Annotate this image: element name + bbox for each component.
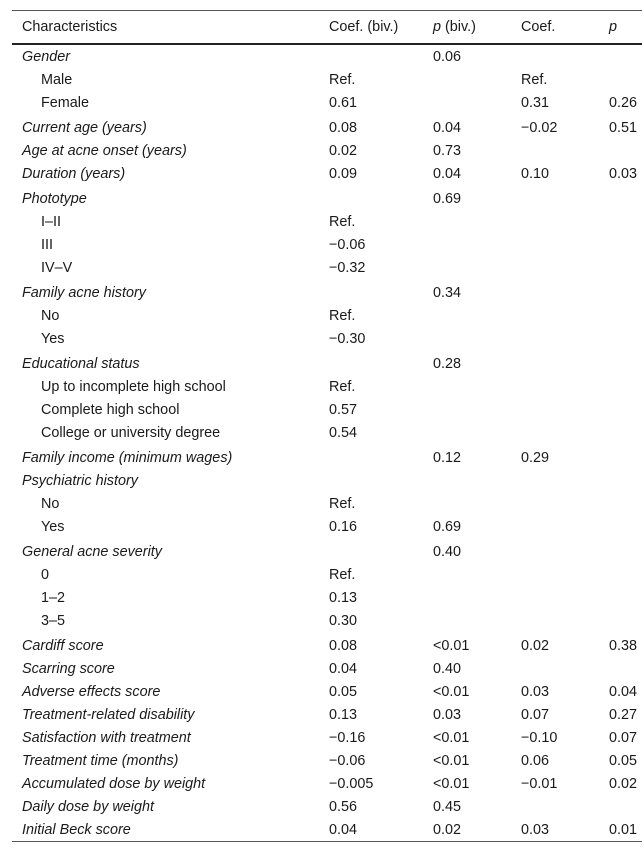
table-row (12, 749, 642, 772)
cell-characteristic: Current age (years) (22, 119, 147, 136)
cell-coef-bivariate: 0.57 (329, 401, 358, 418)
cell-characteristic: I–II (41, 213, 61, 230)
cell-coef-bivariate: −0.06 (329, 236, 366, 253)
cell-coef (511, 304, 599, 327)
cell-p-bivariate: 0.34 (433, 284, 462, 301)
table-row (12, 657, 642, 680)
cell-coef (511, 327, 599, 350)
cell-characteristic: Educational status (22, 355, 140, 372)
cell-coef-bivariate: Ref. (329, 307, 356, 324)
table-row (12, 538, 642, 563)
cell-p (599, 44, 642, 68)
cell-p-bivariate (423, 375, 511, 398)
cell-characteristic: 0 (41, 566, 50, 583)
cell-characteristic: Yes (41, 518, 65, 535)
cell-p: 0.07 (609, 729, 638, 746)
cell-p-bivariate (423, 210, 511, 233)
cell-characteristic: Age at acne onset (years) (22, 142, 187, 159)
cell-coef-bivariate: 0.16 (329, 518, 358, 535)
cell-p-bivariate (423, 327, 511, 350)
cell-p (599, 68, 642, 91)
table-row (12, 398, 642, 421)
cell-characteristic: Complete high school (41, 401, 180, 418)
cell-p: 0.02 (609, 775, 638, 792)
cell-p-bivariate: <0.01 (433, 775, 470, 792)
cell-coef-bivariate: 0.56 (329, 798, 358, 815)
cell-p-bivariate: 0.12 (433, 449, 462, 466)
cell-coef: 0.06 (521, 752, 550, 769)
cell-characteristic: III (41, 236, 53, 253)
cell-characteristic: Psychiatric history (22, 472, 138, 489)
table-row (12, 139, 642, 162)
cell-coef (511, 586, 599, 609)
table-row (12, 162, 642, 185)
cell-p (599, 421, 642, 444)
table-row (12, 680, 642, 703)
cell-coef (511, 233, 599, 256)
table-row (12, 256, 642, 279)
cell-p-bivariate: 0.40 (433, 543, 462, 560)
cell-p-bivariate (423, 68, 511, 91)
cell-characteristic: Treatment time (months) (22, 752, 179, 769)
cell-p (599, 492, 642, 515)
cell-p-bivariate: <0.01 (433, 752, 470, 769)
cell-coef (511, 609, 599, 632)
cell-p (599, 469, 642, 492)
cell-coef: 0.07 (521, 706, 550, 723)
cell-p-bivariate: 0.02 (423, 818, 511, 842)
cell-coef-bivariate: 0.08 (329, 637, 358, 654)
table-row (12, 304, 642, 327)
cell-characteristic: Yes (41, 330, 65, 347)
cell-p-bivariate: <0.01 (433, 637, 470, 654)
cell-coef-bivariate: Ref. (329, 213, 356, 230)
cell-coef: 0.29 (521, 449, 550, 466)
cell-coef (511, 538, 599, 563)
cell-characteristic: College or university degree (41, 424, 221, 441)
cell-characteristic: Family income (minimum wages) (22, 449, 233, 466)
table-header-row (12, 11, 642, 45)
cell-p-bivariate (423, 469, 511, 492)
cell-p-bivariate (423, 586, 511, 609)
cell-p (599, 279, 642, 304)
cell-p-bivariate (423, 398, 511, 421)
cell-coef (511, 44, 599, 68)
table-row (12, 114, 642, 139)
cell-p (599, 609, 642, 632)
cell-coef-bivariate (319, 444, 423, 469)
header-p (599, 11, 642, 45)
table-row (12, 469, 642, 492)
cell-coef-bivariate: 0.09 (329, 165, 358, 182)
cell-characteristic: Daily dose by weight (22, 798, 154, 815)
table-row (12, 185, 642, 210)
header-p-bivariate-suffix: (biv.) (441, 19, 476, 35)
cell-coef-bivariate (319, 538, 423, 563)
cell-coef-bivariate (319, 350, 423, 375)
cell-p-bivariate: 0.73 (433, 142, 462, 159)
results-table-container (12, 10, 642, 842)
cell-p: 0.04 (609, 683, 638, 700)
cell-p-bivariate (423, 421, 511, 444)
cell-coef (511, 795, 599, 818)
cell-p-bivariate (423, 91, 511, 114)
cell-p-bivariate: 0.04 (433, 165, 462, 182)
cell-characteristic: Treatment-related disability (22, 706, 195, 723)
cell-p (599, 350, 642, 375)
cell-p-bivariate: <0.01 (433, 729, 470, 746)
table-row (12, 375, 642, 398)
cell-p-bivariate: 0.40 (433, 660, 462, 677)
cell-coef-bivariate: 0.13 (329, 589, 358, 606)
cell-characteristic: Duration (years) (22, 165, 126, 182)
header-coef: Coef. (511, 11, 599, 45)
table-row (12, 772, 642, 795)
cell-p (599, 139, 642, 162)
cell-coef: Ref. (521, 71, 548, 88)
cell-coef: −0.10 (521, 729, 558, 746)
cell-p: 0.01 (599, 818, 642, 842)
table-row (12, 327, 642, 350)
cell-coef-bivariate: 0.04 (319, 818, 423, 842)
cell-p (599, 657, 642, 680)
table-row (12, 279, 642, 304)
cell-coef (511, 515, 599, 538)
table-row (12, 703, 642, 726)
cell-p-bivariate: <0.01 (433, 683, 470, 700)
table-row (12, 492, 642, 515)
cell-p: 0.27 (609, 706, 638, 723)
cell-coef-bivariate: Ref. (329, 566, 356, 583)
cell-coef-bivariate: 0.30 (329, 612, 358, 629)
table-row (12, 68, 642, 91)
cell-coef: 0.02 (521, 637, 550, 654)
cell-coef-bivariate: −0.005 (329, 775, 374, 792)
cell-characteristic: Gender (22, 48, 70, 65)
cell-p-bivariate: 0.06 (433, 48, 462, 65)
cell-p: 0.03 (609, 165, 638, 182)
cell-characteristic: Phototype (22, 190, 87, 207)
cell-coef (511, 492, 599, 515)
cell-coef-bivariate: −0.30 (329, 330, 366, 347)
cell-coef (511, 469, 599, 492)
cell-p-bivariate (423, 609, 511, 632)
cell-p (599, 327, 642, 350)
cell-coef-bivariate: −0.06 (329, 752, 366, 769)
cell-coef-bivariate: Ref. (329, 495, 356, 512)
cell-coef-bivariate (319, 185, 423, 210)
cell-coef (511, 139, 599, 162)
cell-p: 0.51 (609, 119, 638, 136)
header-p-bivariate-letter: p (433, 19, 442, 35)
cell-coef: 0.31 (521, 94, 550, 111)
cell-coef-bivariate: Ref. (329, 378, 356, 395)
cell-p (599, 515, 642, 538)
cell-coef (511, 256, 599, 279)
cell-coef: −0.02 (521, 119, 558, 136)
cell-p-bivariate: 0.69 (433, 518, 462, 535)
cell-coef (511, 279, 599, 304)
cell-characteristic: IV–V (41, 259, 73, 276)
cell-p: 0.38 (609, 637, 638, 654)
cell-characteristic: Up to incomplete high school (41, 378, 226, 395)
cell-p-bivariate (423, 233, 511, 256)
table-row (12, 818, 642, 842)
cell-p (599, 586, 642, 609)
header-characteristics: Characteristics (12, 11, 319, 45)
table-row (12, 609, 642, 632)
cell-coef (511, 657, 599, 680)
header-p-letter: p (609, 19, 618, 35)
cell-p-bivariate (423, 256, 511, 279)
cell-coef: −0.01 (521, 775, 558, 792)
table-row (12, 91, 642, 114)
cell-coef-bivariate: 0.08 (329, 119, 358, 136)
cell-p (599, 795, 642, 818)
cell-characteristic: Initial Beck score (12, 818, 319, 842)
cell-p (599, 304, 642, 327)
cell-coef-bivariate: Ref. (329, 71, 356, 88)
cell-p (599, 256, 642, 279)
cell-p (599, 563, 642, 586)
cell-p (599, 398, 642, 421)
table-row (12, 795, 642, 818)
table-row (12, 210, 642, 233)
table-row (12, 444, 642, 469)
cell-characteristic: Family acne history (22, 284, 146, 301)
cell-coef-bivariate: 0.04 (329, 660, 358, 677)
cell-characteristic: Adverse effects score (22, 683, 161, 700)
table-row (12, 563, 642, 586)
table-row (12, 632, 642, 657)
table-body (12, 44, 642, 842)
cell-characteristic: 1–2 (41, 589, 66, 606)
cell-p (599, 185, 642, 210)
cell-p-bivariate (423, 492, 511, 515)
cell-coef-bivariate (319, 469, 423, 492)
cell-coef (511, 185, 599, 210)
header-coef-bivariate: Coef. (biv.) (319, 11, 423, 45)
cell-p-bivariate: 0.69 (433, 190, 462, 207)
cell-characteristic: Male (41, 71, 73, 88)
cell-coef-bivariate: 0.13 (329, 706, 358, 723)
cell-coef (511, 350, 599, 375)
cell-p (599, 210, 642, 233)
cell-characteristic: Accumulated dose by weight (22, 775, 206, 792)
cell-p: 0.05 (609, 752, 638, 769)
cell-coef (511, 375, 599, 398)
table-row (12, 515, 642, 538)
cell-coef-bivariate: 0.05 (329, 683, 358, 700)
cell-coef: 0.10 (521, 165, 550, 182)
cell-characteristic: Female (41, 94, 89, 111)
cell-p (599, 233, 642, 256)
cell-coef-bivariate: −0.16 (329, 729, 366, 746)
table-row (12, 44, 642, 68)
cell-coef: 0.03 (511, 818, 599, 842)
cell-coef (511, 398, 599, 421)
cell-p (599, 375, 642, 398)
cell-p (599, 444, 642, 469)
table-row (12, 726, 642, 749)
cell-p-bivariate: 0.04 (433, 119, 462, 136)
cell-p-bivariate: 0.28 (433, 355, 462, 372)
cell-characteristic: 3–5 (41, 612, 66, 629)
cell-coef-bivariate: −0.32 (329, 259, 366, 276)
cell-p (599, 538, 642, 563)
cell-coef-bivariate (319, 279, 423, 304)
cell-coef-bivariate (319, 44, 423, 68)
cell-coef (511, 210, 599, 233)
cell-coef-bivariate: 0.61 (329, 94, 358, 111)
regression-results-table (12, 10, 642, 842)
cell-coef (511, 421, 599, 444)
table-row (12, 586, 642, 609)
cell-characteristic: No (41, 495, 60, 512)
cell-characteristic: Cardiff score (22, 637, 104, 654)
cell-p-bivariate (423, 304, 511, 327)
table-row (12, 233, 642, 256)
cell-p: 0.26 (609, 94, 638, 111)
cell-characteristic: Satisfaction with treatment (22, 729, 191, 746)
cell-characteristic: General acne severity (22, 543, 162, 560)
cell-characteristic: Scarring score (22, 660, 115, 677)
cell-characteristic: No (41, 307, 60, 324)
cell-p-bivariate: 0.45 (433, 798, 462, 815)
cell-p-bivariate: 0.03 (433, 706, 462, 723)
cell-coef (511, 563, 599, 586)
cell-p-bivariate (423, 563, 511, 586)
header-p-bivariate (423, 11, 511, 45)
cell-coef-bivariate: 0.02 (329, 142, 358, 159)
cell-coef-bivariate: 0.54 (329, 424, 358, 441)
table-row (12, 350, 642, 375)
table-row (12, 421, 642, 444)
cell-coef: 0.03 (521, 683, 550, 700)
